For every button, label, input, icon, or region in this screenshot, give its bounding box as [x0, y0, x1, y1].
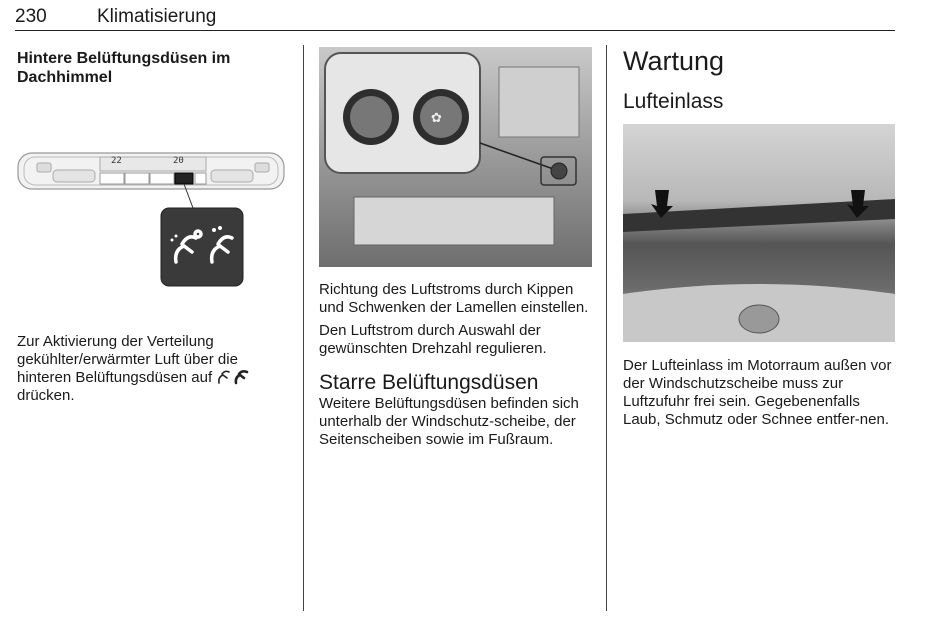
paragraph-air-intake: Der Lufteinlass im Motorraum außen vor der Windschutzscheibe muss zur Luftzufuhr frei sein. Gegebenenfalls Laub, Schmutz oder Schnee entfer-nen.	[623, 357, 892, 428]
column-left	[17, 49, 292, 87]
section-heading: Starre Belüftungsdüsen	[319, 371, 539, 394]
section-subheading: Hintere Belüftungsdüsen im Dachhimmel	[17, 50, 231, 86]
chapter-heading: Wartung	[623, 46, 725, 76]
roof-panel-illustration	[15, 148, 290, 288]
column-divider	[303, 45, 304, 611]
instruction-text	[17, 333, 292, 405]
column-left-text	[17, 333, 292, 410]
rear-vent-photo	[319, 47, 592, 267]
rear-airflow-icon	[168, 222, 238, 272]
instruction-text-main: Zur Aktivierung der Verteilung gekühlter/erwärmter Luft über die hinteren Belüftungsdüsen auf	[17, 333, 238, 386]
rear-airflow-icon	[216, 369, 250, 385]
arrow-down-icon	[649, 190, 675, 218]
column-right-text	[623, 357, 898, 434]
page-header	[15, 6, 895, 31]
column-middle-text	[319, 281, 594, 454]
display-temp-left: 22	[111, 156, 122, 166]
topic-heading: Lufteinlass	[623, 90, 724, 113]
arrow-down-icon	[845, 190, 871, 218]
column-right	[623, 45, 898, 115]
chapter-title: Klimatisierung	[97, 6, 217, 27]
instruction-text-end: drücken.	[17, 387, 75, 404]
paragraph-airflow-speed: Den Luftstrom durch Auswahl der gewünschten Drehzahl regulieren.	[319, 322, 547, 357]
paragraph-fixed-vents: Weitere Belüftungsdüsen befinden sich unterhalb der Windschutz-scheibe, der Seitenscheiben sowie im Fußraum.	[319, 395, 579, 448]
display-temp-right: 20	[173, 156, 184, 166]
paragraph-airflow-direction: Richtung des Luftstroms durch Kippen und Schwenken der Lamellen einstellen.	[319, 281, 589, 316]
fan-icon: ✿	[431, 111, 442, 126]
column-divider	[606, 45, 607, 611]
page-number: 230	[15, 6, 47, 27]
engine-bay-photo	[623, 124, 895, 342]
